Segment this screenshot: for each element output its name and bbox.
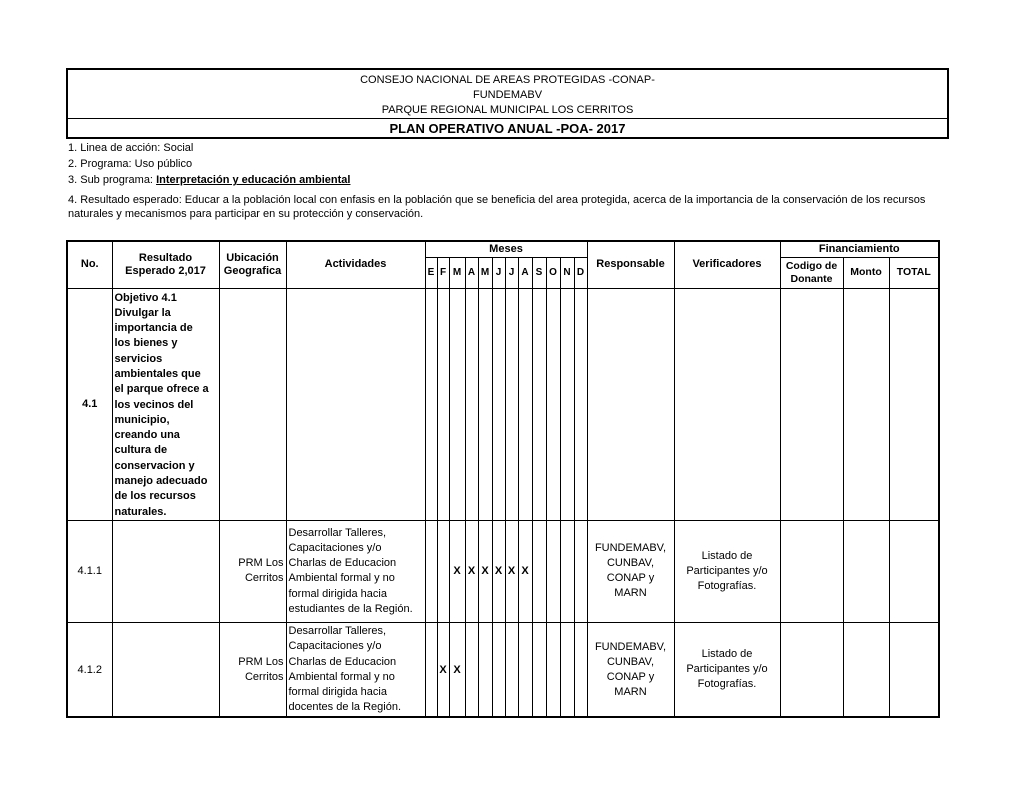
month-cell: [465, 288, 478, 520]
programa: 2. Programa: Uso público: [68, 158, 193, 170]
responsable-cell: FUNDEMABV, CUNBAV, CONAP y MARN: [587, 622, 674, 717]
month-cell: [560, 622, 574, 717]
month-cell: [465, 622, 478, 717]
col-header-responsable: Responsable: [587, 241, 674, 288]
month-header: S: [532, 257, 546, 288]
actividades-cell: Desarrollar Talleres, Capacitaciones y/o Charlas de Educacion Ambiental formal y no formal dirigida hacia docentes de la Región.: [286, 622, 425, 717]
verificadores-cell: Listado de Participantes y/o Fotografías.: [674, 520, 780, 622]
month-cell: [574, 288, 587, 520]
month-cell: [425, 520, 437, 622]
month-cell: X: [449, 520, 465, 622]
col-header-codigo: Codigo de Donante: [780, 257, 843, 288]
poa-table: [66, 240, 940, 718]
month-cell: [560, 288, 574, 520]
actividades-cell: Desarrollar Talleres, Capacitaciones y/o Charlas de Educacion Ambiental formal y no formal dirigida hacia estudiantes de la Región.: [286, 520, 425, 622]
col-header-meses: Meses: [425, 241, 587, 257]
linea-accion: 1. Linea de acción: Social: [68, 142, 194, 154]
month-header: M: [449, 257, 465, 288]
col-header-verificadores: Verificadores: [674, 241, 780, 288]
month-cell: [505, 622, 518, 717]
header-line-3: PARQUE REGIONAL MUNICIPAL LOS CERRITOS: [381, 104, 634, 116]
month-cell: X: [449, 622, 465, 717]
month-cell: [478, 622, 492, 717]
header-line-1: CONSEJO NACIONAL DE AREAS PROTEGIDAS -CONAP-: [360, 74, 655, 86]
month-header: A: [518, 257, 532, 288]
month-cell: [532, 622, 546, 717]
month-cell: [546, 288, 560, 520]
responsable-cell: [587, 288, 674, 520]
month-cell: [546, 520, 560, 622]
resultado-esperado: 4. Resultado esperado: Educar a la población local con enfasis en la población que se beneficia del area protegida, acerca de la importancia de la conservación de los recursos naturales y mecanismos para participar en su protección y conservación.: [68, 194, 926, 220]
month-cell: [492, 622, 505, 717]
month-cell: [518, 288, 532, 520]
month-cell: [518, 622, 532, 717]
row-number: 4.1: [67, 288, 112, 520]
month-cell: [437, 520, 449, 622]
month-cell: X: [437, 622, 449, 717]
total-cell: [889, 622, 939, 717]
month-cell: [505, 288, 518, 520]
col-header-financiamiento: Financiamiento: [780, 241, 939, 257]
ubicacion-cell: PRM Los Cerritos: [219, 622, 286, 717]
month-cell: X: [505, 520, 518, 622]
subprograma: [68, 173, 350, 187]
col-header-monto: Monto: [843, 257, 889, 288]
month-cell: X: [492, 520, 505, 622]
month-cell: [574, 520, 587, 622]
month-cell: [437, 288, 449, 520]
month-cell: [492, 288, 505, 520]
monto-cell: [843, 288, 889, 520]
table-row: [67, 520, 939, 622]
objective-text: Objetivo 4.1 Divulgar la importancia de los bienes y servicios ambientales que el parque ofrece a los vecinos del municipio, creando una cultura de conservacion y manejo adecuado de los recursos naturales.: [112, 288, 219, 520]
month-header: O: [546, 257, 560, 288]
table-row: [67, 622, 939, 717]
month-header: D: [574, 257, 587, 288]
actividades-cell: [286, 288, 425, 520]
col-header-total: TOTAL: [889, 257, 939, 288]
total-cell: [889, 288, 939, 520]
verificadores-cell: Listado de Participantes y/o Fotografías.: [674, 622, 780, 717]
subprograma-value: Interpretación y educación ambiental: [156, 174, 351, 186]
month-cell: X: [518, 520, 532, 622]
month-cell: [478, 288, 492, 520]
month-header: J: [505, 257, 518, 288]
codigo-cell: [780, 288, 843, 520]
ubicacion-cell: PRM Los Cerritos: [219, 520, 286, 622]
month-cell: [425, 288, 437, 520]
verificadores-cell: [674, 288, 780, 520]
row-number: 4.1.1: [67, 520, 112, 622]
resultado-cell: [112, 520, 219, 622]
month-cell: [532, 288, 546, 520]
row-number: 4.1.2: [67, 622, 112, 717]
monto-cell: [843, 520, 889, 622]
document-header: [66, 68, 949, 139]
responsable-cell: FUNDEMABV, CUNBAV, CONAP y MARN: [587, 520, 674, 622]
month-header: N: [560, 257, 574, 288]
ubicacion-cell: [219, 288, 286, 520]
month-cell: X: [465, 520, 478, 622]
col-header-actividades: Actividades: [286, 241, 425, 288]
month-header: J: [492, 257, 505, 288]
month-cell: [425, 622, 437, 717]
month-header: F: [437, 257, 449, 288]
month-header: M: [478, 257, 492, 288]
codigo-cell: [780, 520, 843, 622]
codigo-cell: [780, 622, 843, 717]
col-header-no: No.: [67, 241, 112, 288]
month-cell: [574, 622, 587, 717]
header-line-2: FUNDEMABV: [472, 89, 543, 101]
month-cell: X: [478, 520, 492, 622]
month-header: A: [465, 257, 478, 288]
month-cell: [532, 520, 546, 622]
document-title: PLAN OPERATIVO ANUAL -POA- 2017: [68, 118, 947, 138]
month-cell: [449, 288, 465, 520]
table-row: [67, 288, 939, 520]
monto-cell: [843, 622, 889, 717]
subprograma-label: 3. Sub programa:: [68, 174, 157, 186]
total-cell: [889, 520, 939, 622]
month-header: E: [425, 257, 437, 288]
resultado-cell: [112, 622, 219, 717]
col-header-ubicacion: Ubicación Geografica: [219, 241, 286, 288]
header-row-1: [67, 241, 939, 257]
month-cell: [560, 520, 574, 622]
month-cell: [546, 622, 560, 717]
col-header-resultado: Resultado Esperado 2,017: [112, 241, 219, 288]
